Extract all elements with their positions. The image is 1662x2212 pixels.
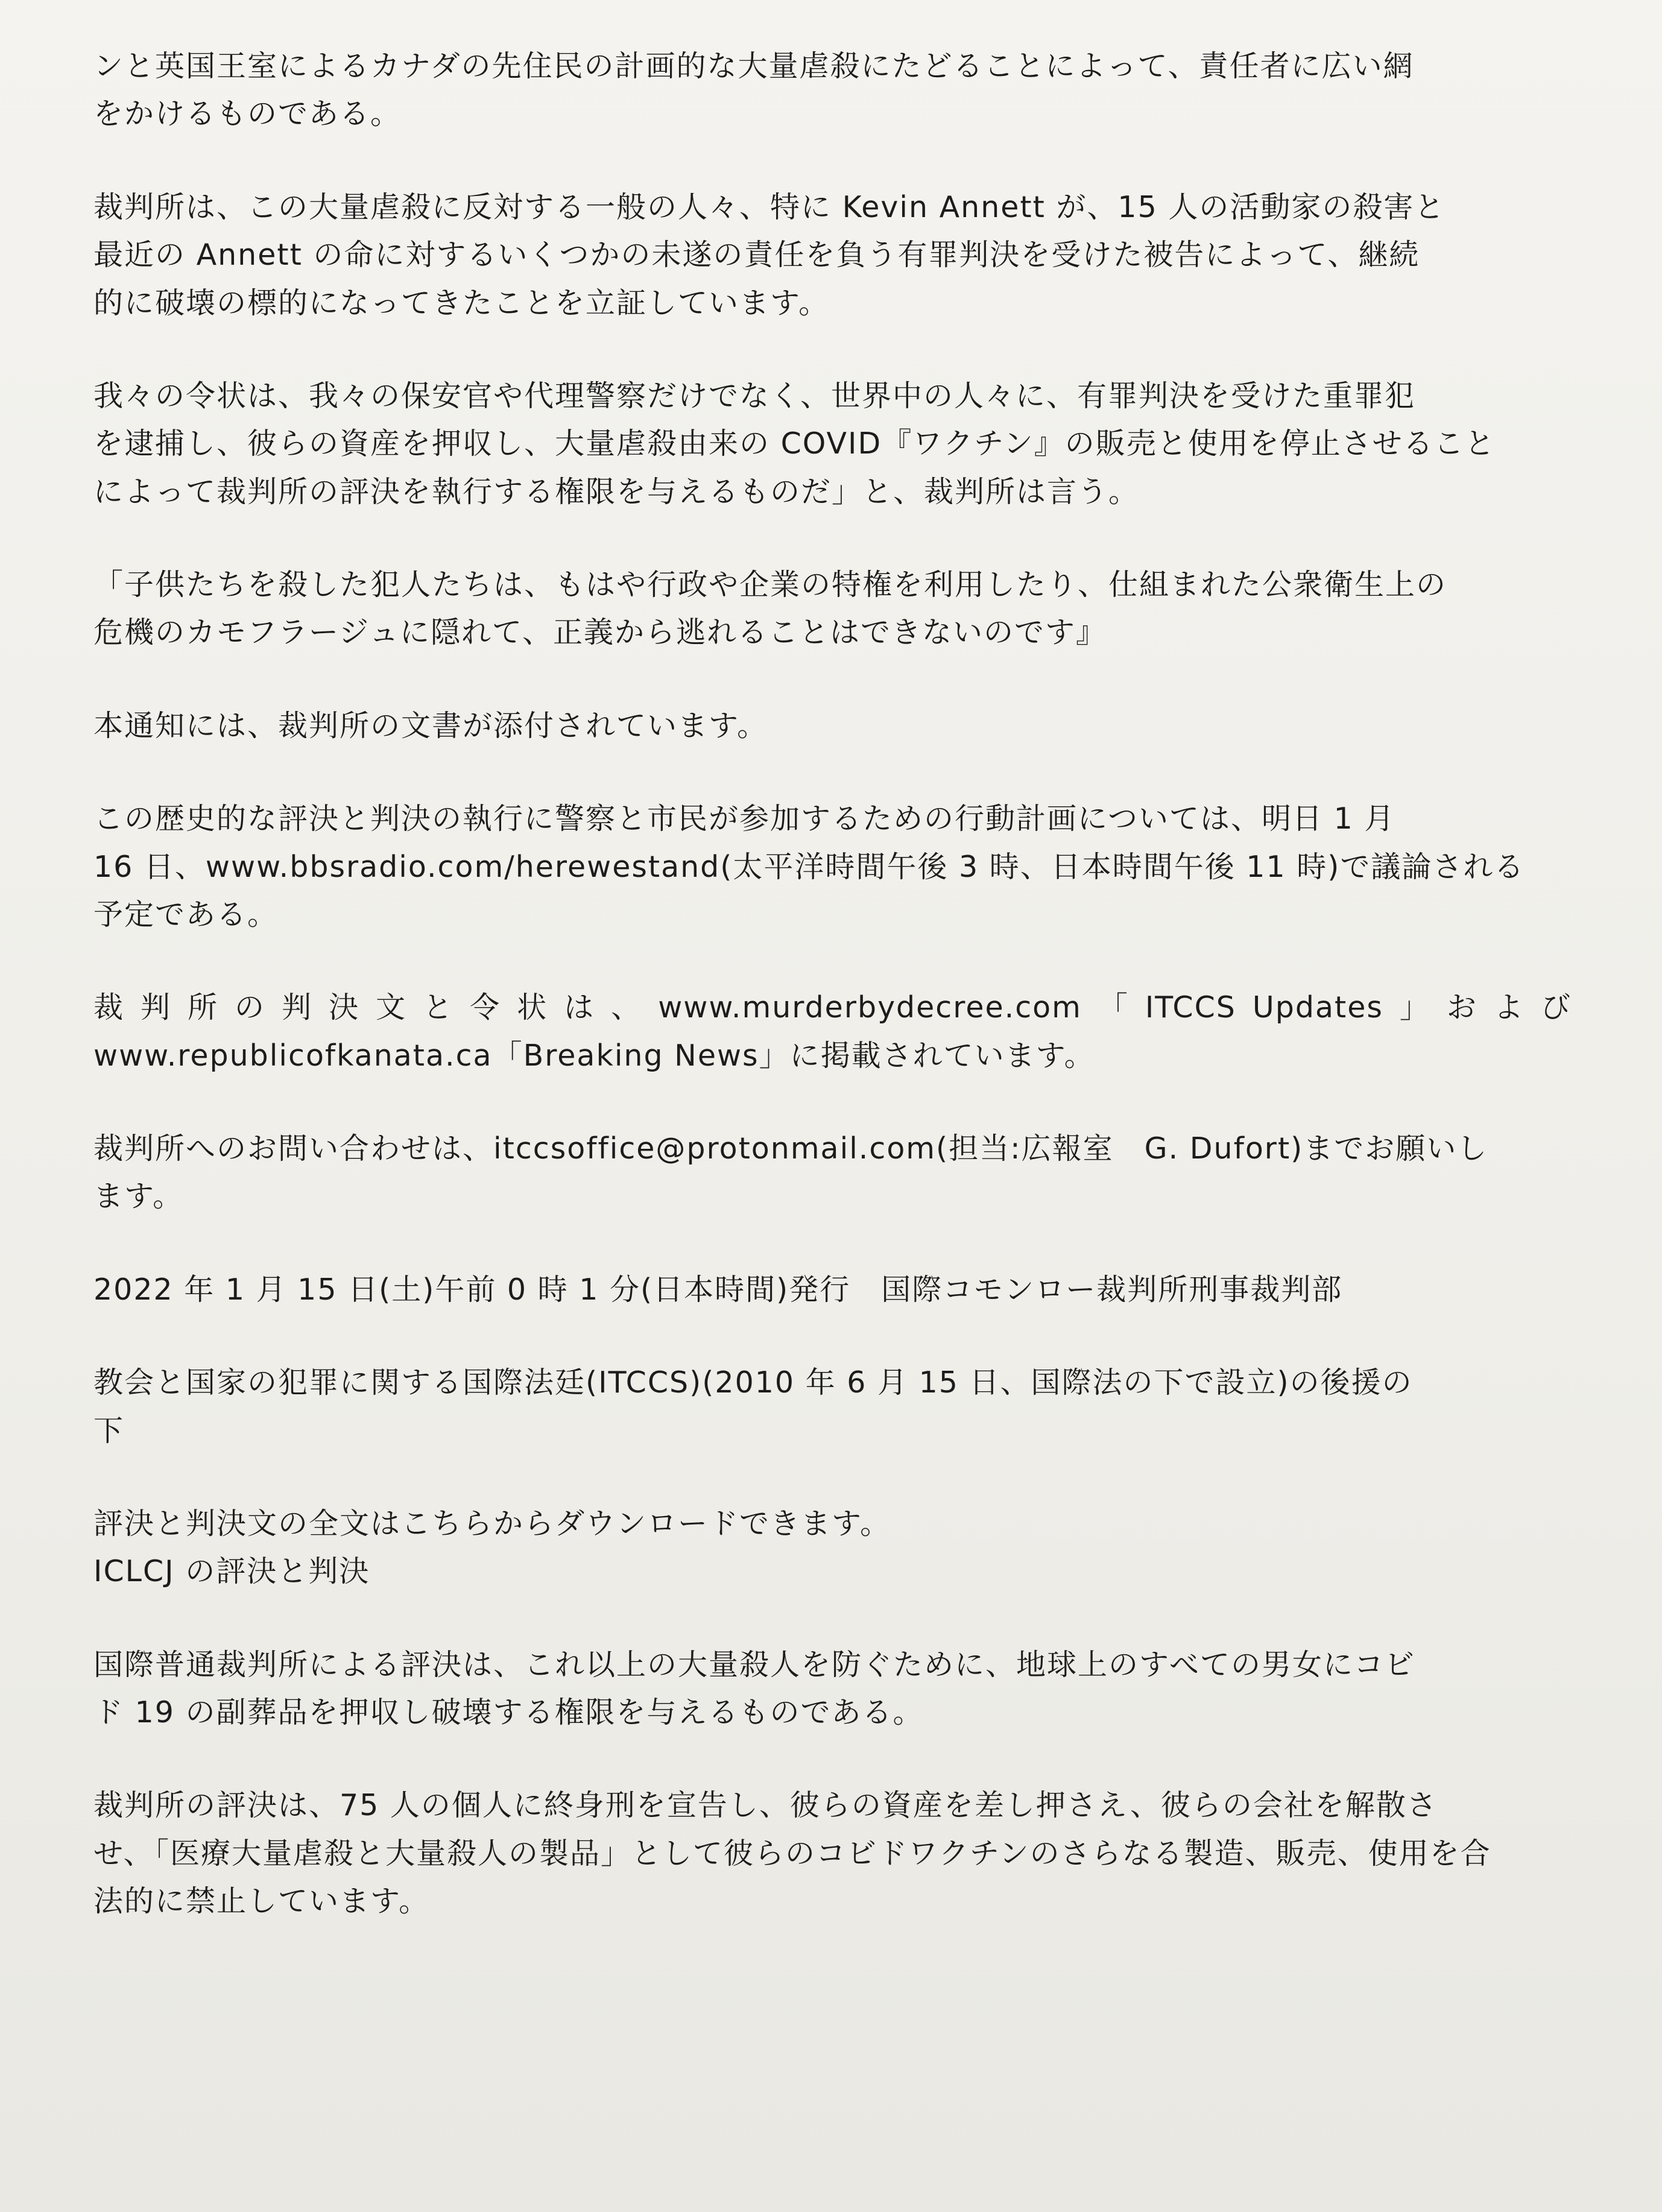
text-line: を逮捕し、彼らの資産を押収し、大量虐殺由来の COVID『ワクチン』の販売と使用を停止させること [93, 426, 1496, 461]
paragraph-court-findings [93, 183, 1572, 327]
paragraph-download [93, 1500, 1572, 1596]
justified-line [93, 984, 1572, 1031]
text-line: 「子供たちを殺した犯人たちは、もはや行政や企業の特権を利用したり、仕組まれた公衆衛生上の [93, 567, 1447, 602]
paragraph-issue-date [93, 1266, 1572, 1313]
text-line: この歴史的な評決と判決の執行に警察と市民が参加するための行動計画については、明日 1 月 [93, 801, 1395, 836]
paragraph-attachment [93, 702, 1572, 750]
text-line: ンと英国王室によるカナダの先住民の計画的な大量虐殺にたどることによって、責任者に広い網 [93, 49, 1414, 83]
text-line: 国際普通裁判所による評決は、これ以上の大量殺人を防ぐために、地球上のすべての男女にコビ [93, 1647, 1416, 1682]
text-line: 最近の Annett の命に対するいくつかの未遂の責任を負う有罪判決を受けた被告によって、継続 [93, 238, 1420, 273]
text-token: の [235, 990, 266, 1025]
text-line: 裁判所の評決は、75 人の個人に終身刑を宣告し、彼らの資産を差し押さえ、彼らの会社を解散さ [93, 1788, 1438, 1823]
text-token: 判 [141, 990, 172, 1025]
paragraph-verdict-authority [93, 1641, 1572, 1737]
text-token: と [423, 990, 454, 1025]
text-line: によって裁判所の評決を執行する権限を与えるものだ」と、裁判所は言う。 [93, 474, 1140, 509]
paragraph-contact [93, 1125, 1572, 1221]
text-line: せ、「医療大量虐殺と大量殺人の製品」として彼らのコビドワクチンのさらなる製造、販売、使用を合 [93, 1836, 1491, 1871]
text-token: Updates [1252, 990, 1383, 1025]
url-text: www.murderbydecree.com [658, 990, 1082, 1025]
text-token: 令 [470, 990, 501, 1025]
text-line: 評決と判決文の全文はこちらからダウンロードできます。 [93, 1506, 891, 1541]
text-line: をかけるものである。 [93, 96, 402, 131]
text-token: 所 [188, 990, 219, 1025]
paragraph-action-plan [93, 795, 1572, 938]
paragraph-network [93, 42, 1572, 138]
text-token: 判 [282, 990, 313, 1025]
paragraph-publication [93, 984, 1572, 1079]
text-line: 予定である。 [93, 897, 279, 932]
text-token: 文 [376, 990, 407, 1025]
paragraph-verdict-sentence [93, 1781, 1572, 1925]
text-line: 裁判所へのお問い合わせは、itccsoffice@protonmail.com(担当:広報室 G. Dufort)までお願いし [93, 1131, 1488, 1166]
text-token: ITCCS [1145, 990, 1236, 1025]
text-line: 危機のカモフラージュに隠れて、正義から逃れることはできないのです』 [93, 615, 1107, 650]
text-token: 裁 [93, 990, 125, 1025]
text-line: 本通知には、裁判所の文書が添付されています。 [93, 708, 768, 743]
paragraph-quote [93, 561, 1572, 657]
text-line: www.republicofkanata.ca「Breaking News」に掲載されています。 [93, 1038, 1095, 1073]
text-token: 「 [1098, 990, 1129, 1025]
text-line: 2022 年 1 月 15 日(土)午前 0 時 1 分(日本時間)発行 国際コモンロー裁判所刑事裁判部 [93, 1272, 1343, 1307]
text-token: 」 [1399, 990, 1430, 1025]
text-token: よ [1493, 990, 1525, 1025]
text-line: ド 19 の副葬品を押収し破壊する権限を与えるものである。 [93, 1695, 924, 1730]
text-line: ます。 [93, 1179, 184, 1214]
text-token: は [564, 990, 595, 1025]
text-line: 法的に禁止しています。 [93, 1884, 430, 1919]
text-line: 我々の令状は、我々の保安官や代理警察だけでなく、世界中の人々に、有罪判決を受けた重罪犯 [93, 378, 1416, 413]
text-token: 決 [329, 990, 360, 1025]
text-line: 的に破壊の標的になってきたことを立証しています。 [93, 285, 830, 320]
text-line: 下 [93, 1413, 125, 1448]
text-token: 状 [517, 990, 548, 1025]
paragraph-warrant [93, 372, 1572, 516]
text-line: 教会と国家の犯罪に関する国際法廷(ITCCS)(2010 年 6 月 15 日、国際法の下で設立)の後援の [93, 1365, 1413, 1400]
paragraph-sponsor [93, 1359, 1572, 1455]
text-token: 、 [611, 990, 642, 1025]
text-line: 裁判所は、この大量虐殺に反対する一般の人々、特に Kevin Annett が、15 人の活動家の殺害と [93, 189, 1446, 224]
text-line: 16 日、www.bbsradio.com/herewestand(太平洋時間午後 3 時、日本時間午後 11 時)で議論される [93, 849, 1525, 884]
text-token: お [1446, 990, 1477, 1025]
text-token: び [1540, 990, 1572, 1025]
text-line: ICLCJ の評決と判決 [93, 1554, 370, 1589]
